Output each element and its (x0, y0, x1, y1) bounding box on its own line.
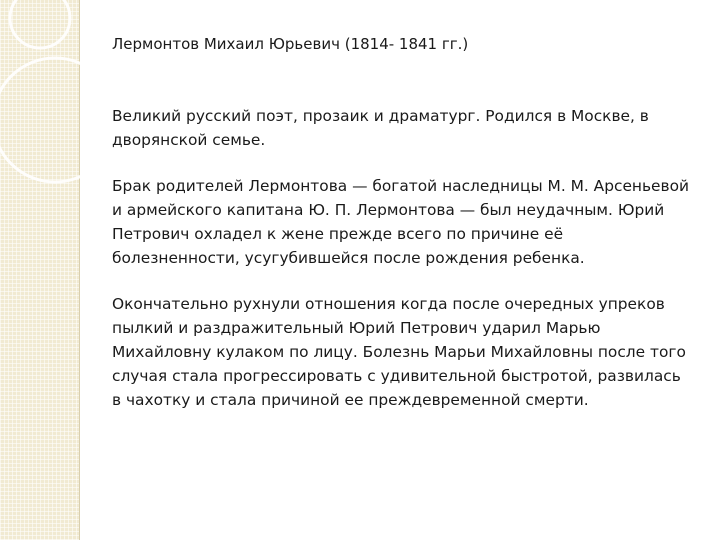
decorative-circle-small (10, 0, 70, 48)
slide-body (112, 104, 692, 434)
paragraph-mother-illness: Окончательно рухнули отношения когда после очередных упреков пылкий и раздражительный Юрий Петрович ударил Марью Михайловну кулаком по лицу. Болезнь Марьи Михайловны после того случая стала прогрессировать с удивительной быстротой, развилась в чахотку и стала причиной ее преждевременной смерти. (112, 295, 686, 409)
paragraph-parents: Брак родителей Лермонтова — богатой наследницы М. М. Арсеньевой и армейского капитана Ю. П. Лермонтова — был неудачным. Юрий Петрович охладел к жене прежде всего по причине её болезненности, усугубившейся после рождения ребенка. (112, 177, 690, 267)
decorative-circle-large (0, 58, 117, 182)
paragraph-intro: Великий русский поэт, прозаик и драматург. Родился в Москве, в дворянской семье. (112, 107, 649, 149)
slide-title: Лермонтов Михаил Юрьевич (1814- 1841 гг.) (112, 35, 469, 53)
